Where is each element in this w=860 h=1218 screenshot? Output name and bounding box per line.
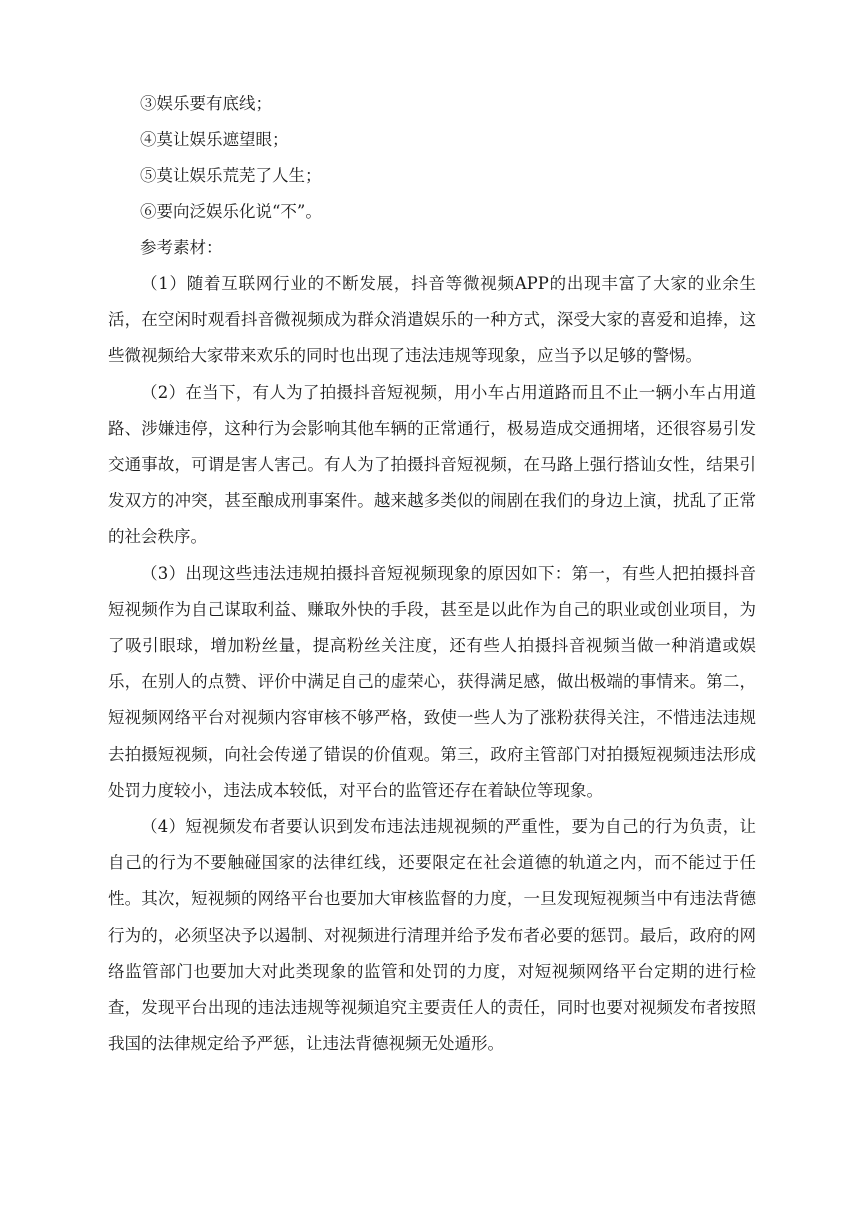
material-paragraph-2: （2）在当下，有人为了拍摄抖音短视频，用小车占用道路而且不止一辆小车占用道路、涉嫌违停，这种行为会影响其他车辆的正常通行，极易造成交通拥堵，还很容易引发交通事故，可谓是害人害己。有人为了拍摄抖音短视频，在马路上强行搭讪女性，结果引发双方的冲突，甚至酿成刑事案件。越来越多类似的闹剧在我们的身边上演，扰乱了正常的社会秩序。 xyxy=(108,382,756,547)
document-page xyxy=(108,86,756,1062)
list-item-4: ④莫让娱乐遮望眼； xyxy=(140,130,289,149)
list-item-5: ⑤莫让娱乐荒芜了人生； xyxy=(140,166,322,185)
material-paragraph-3: （3）出现这些违法违规拍摄抖音短视频现象的原因如下：第一，有些人把拍摄抖音短视频作为自己谋取利益、赚取外快的手段，甚至是以此作为自己的职业或创业项目，为了吸引眼球，增加粉丝量，提高粉丝关注度，还有些人拍摄抖音视频当做一种消遣或娱乐，在别人的点赞、评价中满足自己的虚荣心，获得满足感，做出极端的事情来。第二，短视频网络平台对视频内容审核不够严格，致使一些人为了涨粉获得关注，不惜违法违规去拍摄短视频，向社会传递了错误的价值观。第三，政府主管部门对拍摄短视频违法形成处罚力度较小，违法成本较低，对平台的监管还存在着缺位等现象。 xyxy=(108,563,756,800)
material-paragraph-4: （4）短视频发布者要认识到发布违法违规视频的严重性，要为自己的行为负责，让自己的行为不要触碰国家的法律红线，还要限定在社会道德的轨道之内，而不能过于任性。其次，短视频的网络平台也要加大审核监督的力度，一旦发现短视频当中有违法背德行为的，必须坚决予以遏制、对视频进行清理并给予发布者必要的惩罚。最后，政府的网络监管部门也要加大对此类现象的监管和处罚的力度，对短视频网络平台定期的进行检查，发现平台出现的违法违规等视频追究主要责任人的责任，同时也要对视频发布者按照我国的法律规定给予严惩，让违法背德视频无处遁形。 xyxy=(108,817,756,1054)
list-item-6: ⑥要向泛娱乐化说“不”。 xyxy=(140,202,322,221)
material-paragraph-1: （1）随着互联网行业的不断发展，抖音等微视频APP的出现丰富了大家的业余生活，在空闲时观看抖音微视频成为群众消遣娱乐的一种方式，深受大家的喜爱和追捧，这些微视频给大家带来欢乐的同时也出现了违法违规等现象，应当予以足够的警惕。 xyxy=(108,274,756,366)
materials-heading: 参考素材： xyxy=(140,238,223,257)
list-item-3: ③娱乐要有底线； xyxy=(140,94,272,113)
